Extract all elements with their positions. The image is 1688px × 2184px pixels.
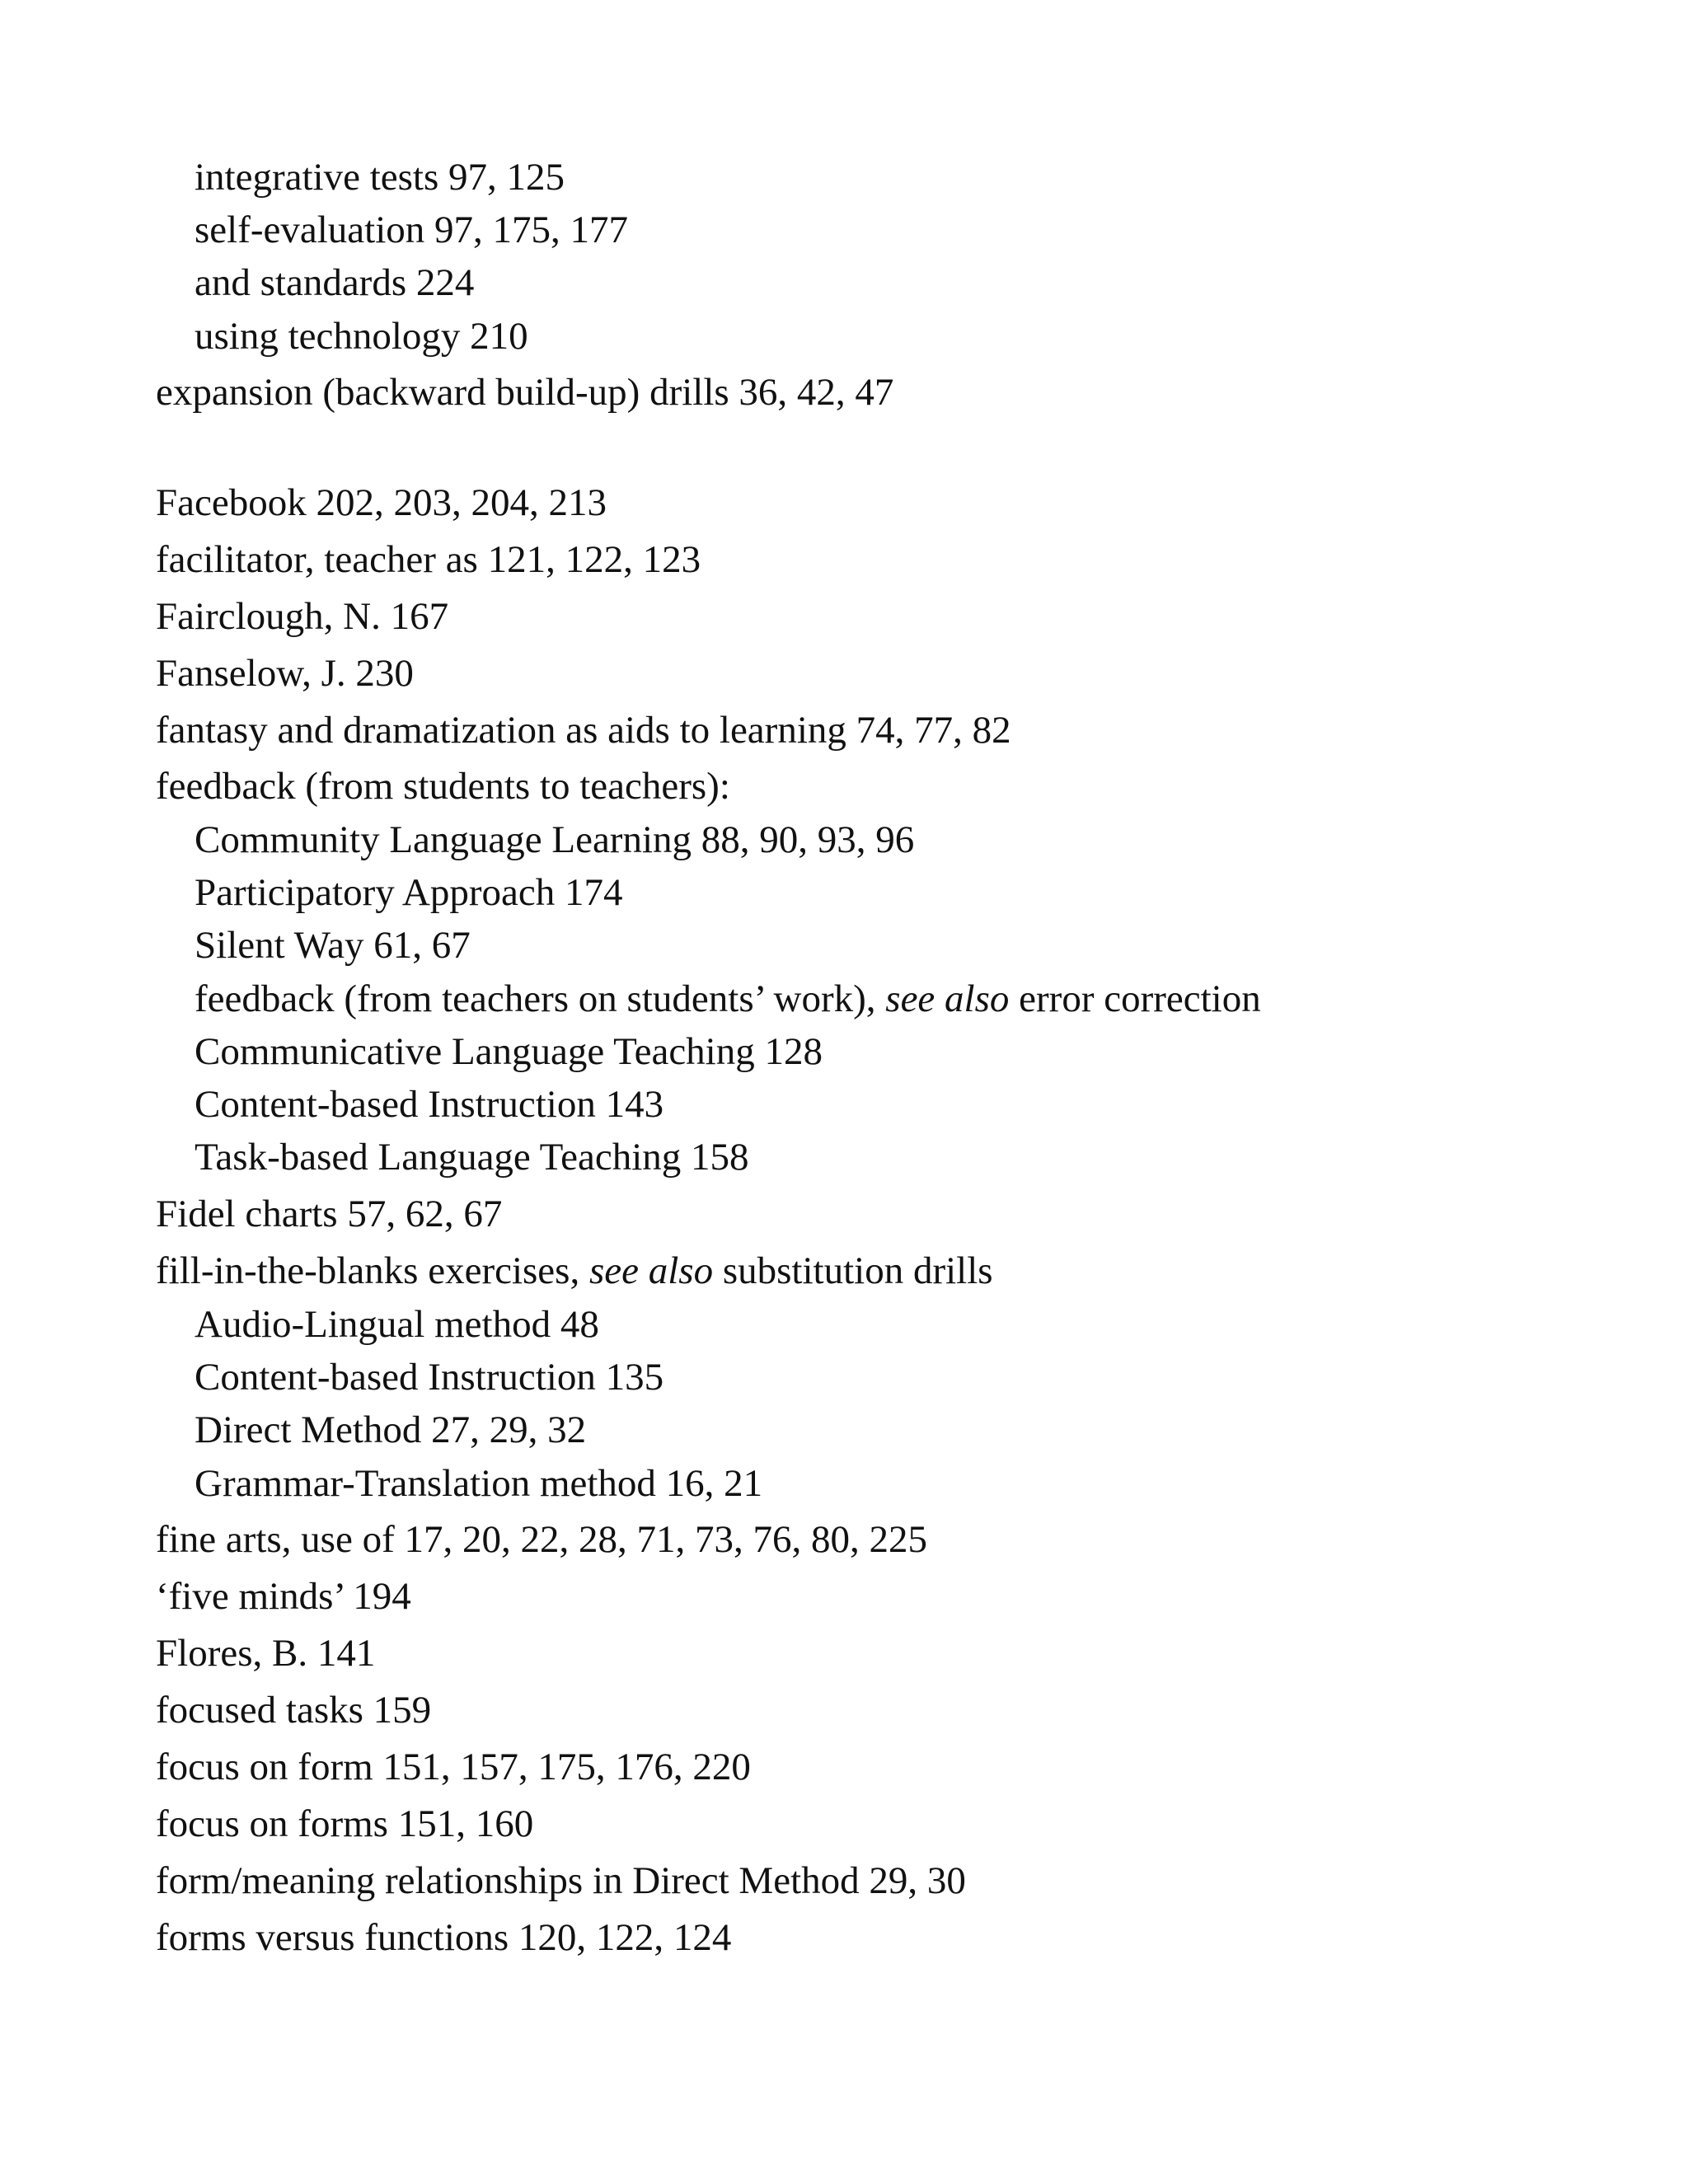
index-entry bbox=[156, 595, 449, 638]
index-subentry bbox=[195, 317, 528, 356]
entry-text: using technology 210 bbox=[195, 315, 528, 358]
entry-text: Audio-Lingual method 48 bbox=[195, 1303, 599, 1346]
entry-text: Communicative Language Teaching 128 bbox=[195, 1030, 823, 1073]
entry-text: facilitator, teacher as 121, 122, 123 bbox=[156, 538, 701, 581]
index-entry bbox=[156, 1195, 502, 1234]
index-subentry bbox=[195, 1408, 587, 1451]
index-subentry bbox=[195, 926, 471, 965]
index-subentry bbox=[195, 1138, 749, 1177]
index-subentry bbox=[195, 1305, 599, 1344]
index-entry bbox=[156, 1577, 411, 1616]
index-subentry bbox=[195, 818, 915, 861]
entry-text: expansion (backward build-up) drills 36, 42, 47 bbox=[156, 371, 894, 414]
index-entry bbox=[156, 1249, 993, 1292]
index-entry bbox=[156, 373, 893, 412]
index-entry bbox=[156, 711, 1011, 750]
entry-text: Grammar-Translation method 16, 21 bbox=[195, 1462, 763, 1505]
entry-text: focus on form 151, 157, 175, 176, 220 bbox=[156, 1746, 751, 1788]
entry-text: integrative tests 97, 125 bbox=[195, 156, 565, 199]
entry-text: Content-based Instruction 143 bbox=[195, 1083, 664, 1126]
index-entry bbox=[156, 1802, 534, 1845]
entry-text: fine arts, use of 17, 20, 22, 28, 71, 73, 76, 80, 225 bbox=[156, 1518, 927, 1561]
entry-text: fill-in-the-blanks exercises, bbox=[156, 1249, 589, 1292]
entry-text: fantasy and dramatization as aids to learning 74, 77, 82 bbox=[156, 709, 1011, 752]
entry-text: self-evaluation 97, 175, 177 bbox=[195, 209, 629, 251]
entry-text: Content-based Instruction 135 bbox=[195, 1356, 664, 1399]
entry-text: Facebook 202, 203, 204, 213 bbox=[156, 481, 607, 524]
entry-text: Participatory Approach 174 bbox=[195, 871, 623, 914]
index-entry bbox=[156, 767, 730, 806]
index-subentry bbox=[195, 158, 565, 197]
entry-text: Silent Way 61, 67 bbox=[195, 924, 471, 967]
entry-text: feedback (from students to teachers): bbox=[156, 765, 730, 808]
see-also-label: see also bbox=[588, 1249, 714, 1292]
index-subentry bbox=[195, 211, 628, 250]
entry-text: Community Language Learning 88, 90, 93, 96 bbox=[195, 818, 915, 861]
index-subentry bbox=[195, 1462, 763, 1505]
entry-text: form/meaning relationships in Direct Method 29, 30 bbox=[156, 1859, 966, 1902]
entry-text: Fidel charts 57, 62, 67 bbox=[156, 1193, 503, 1235]
index-subentry bbox=[195, 1030, 823, 1073]
entry-text: forms versus functions 120, 122, 124 bbox=[156, 1916, 732, 1959]
index-entry bbox=[156, 481, 607, 524]
index-subentry bbox=[195, 1085, 663, 1124]
entry-text: Fanselow, J. 230 bbox=[156, 652, 414, 695]
index-entry bbox=[156, 1916, 732, 1959]
entry-text: feedback (from teachers on students’ work), bbox=[195, 977, 886, 1020]
entry-text: Task-based Language Teaching 158 bbox=[195, 1136, 749, 1179]
entry-text: focused tasks 159 bbox=[156, 1689, 432, 1732]
entry-text: ‘five minds’ 194 bbox=[156, 1575, 411, 1618]
entry-text: Direct Method 27, 29, 32 bbox=[195, 1408, 587, 1451]
index-entry bbox=[156, 1634, 375, 1673]
entry-text: Flores, B. 141 bbox=[156, 1632, 376, 1675]
index-subentry bbox=[195, 977, 1261, 1020]
index-entry bbox=[156, 1748, 751, 1787]
entry-text: focus on forms 151, 160 bbox=[156, 1802, 534, 1845]
index-subentry bbox=[195, 871, 623, 914]
cross-reference: substitution drills bbox=[713, 1249, 993, 1292]
index-entry bbox=[156, 1691, 431, 1730]
entry-text: and standards 224 bbox=[195, 261, 475, 304]
index-subentry bbox=[195, 261, 475, 304]
index-entry bbox=[156, 538, 701, 581]
entry-text: Fairclough, N. 167 bbox=[156, 595, 449, 638]
index-entry bbox=[156, 654, 414, 693]
index-entry bbox=[156, 1518, 927, 1561]
see-also-label: see also bbox=[885, 977, 1010, 1020]
cross-reference: error correction bbox=[1009, 977, 1261, 1020]
index-subentry bbox=[195, 1358, 663, 1397]
index-entry bbox=[156, 1859, 966, 1902]
